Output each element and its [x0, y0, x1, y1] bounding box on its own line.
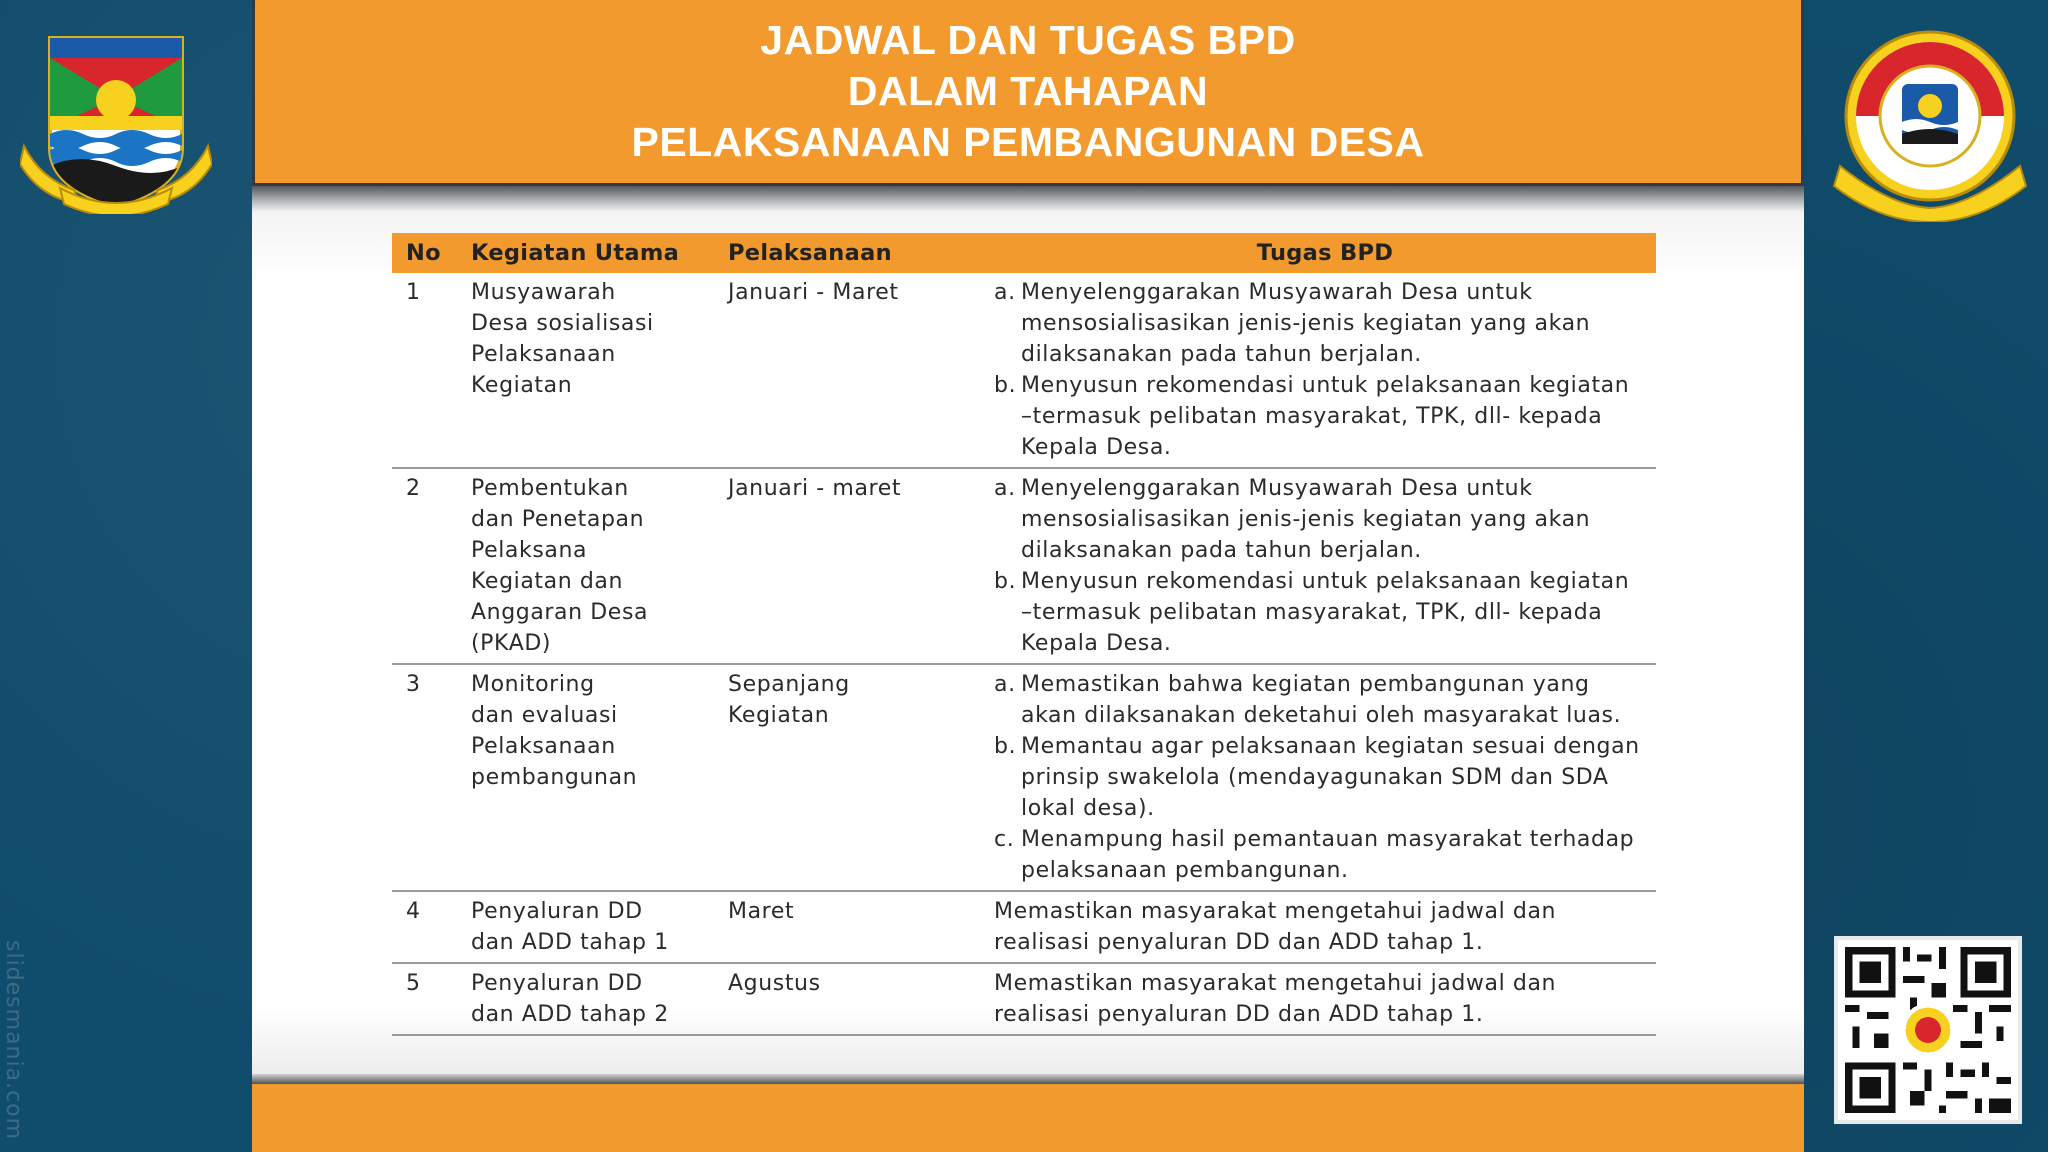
- table-header-row: [392, 233, 1656, 273]
- title-line-1: JADWAL DAN TUGAS BPD: [760, 17, 1296, 63]
- kegiatan-line: Musyawarah: [471, 280, 616, 305]
- pelaksanaan-line: Agustus: [728, 971, 821, 996]
- tugas-cell: [980, 664, 1656, 891]
- tugas-marker: b.: [994, 734, 1017, 759]
- table-row: [392, 273, 1656, 468]
- tugas-item: [994, 968, 1656, 1030]
- pelaksanaan-line: Kegiatan: [728, 703, 830, 728]
- row-number: 1: [392, 273, 457, 468]
- pelaksanaan-line: Januari - Maret: [728, 280, 899, 305]
- tugas-cell: [980, 468, 1656, 664]
- kegiatan-line: Penyaluran DD: [471, 971, 643, 996]
- tugas-item: [994, 370, 1656, 463]
- kegiatan-line: Desa sosialisasi: [471, 311, 654, 336]
- kegiatan-line: dan ADD tahap 1: [471, 930, 669, 955]
- row-number: 2: [392, 468, 457, 664]
- tugas-text: Menyusun rekomendasi untuk pelaksanaan kegiatan –termasuk pelibatan masyarakat, TPK, dll- kepada Kepala Desa.: [1021, 373, 1630, 460]
- tugas-cell: [980, 273, 1656, 468]
- pelaksanaan-cell: [714, 273, 980, 468]
- schedule-table: [392, 233, 1656, 1036]
- table-row: [392, 664, 1656, 891]
- kegiatan-cell: [457, 963, 714, 1035]
- slide: [252, 0, 1804, 1152]
- pelaksanaan-line: Sepanjang: [728, 672, 850, 697]
- pelaksanaan-cell: [714, 891, 980, 963]
- tugas-text: Menyelenggarakan Musyawarah Desa untuk mensosialisasikan jenis-jenis kegiatan yang akan dilaksanakan pada tahun berjalan.: [1021, 280, 1591, 367]
- header-tugas: Tugas BPD: [980, 233, 1656, 273]
- footer-shadow: [252, 1074, 1804, 1084]
- bpd-seal-icon: [1830, 26, 2030, 222]
- kegiatan-line: Kegiatan: [471, 373, 573, 398]
- kegiatan-line: dan Penetapan: [471, 507, 645, 532]
- header-no: No: [392, 233, 457, 273]
- kabupaten-emblem-icon: [20, 28, 212, 214]
- row-number: 5: [392, 963, 457, 1035]
- kegiatan-line: Anggaran Desa: [471, 600, 649, 625]
- kegiatan-line: Pelaksanaan: [471, 342, 616, 367]
- tugas-marker: a.: [994, 280, 1016, 305]
- header-shadow: [252, 186, 1804, 212]
- kegiatan-cell: [457, 468, 714, 664]
- tugas-text: Memastikan bahwa kegiatan pembangunan yang akan dilaksanakan deketahui oleh masyarakat luas.: [1021, 672, 1622, 728]
- kegiatan-line: Pembentukan: [471, 476, 629, 501]
- watermark: slidesmania.com: [1, 940, 26, 1141]
- kegiatan-line: Pelaksana: [471, 538, 588, 563]
- pelaksanaan-cell: [714, 963, 980, 1035]
- title-line-3: PELAKSANAAN PEMBANGUNAN DESA: [631, 119, 1425, 165]
- kegiatan-cell: [457, 891, 714, 963]
- title-banner: [252, 0, 1804, 186]
- tugas-item: [994, 896, 1656, 958]
- tugas-marker: b.: [994, 569, 1017, 594]
- pelaksanaan-line: Maret: [728, 899, 795, 924]
- kegiatan-cell: [457, 273, 714, 468]
- tugas-text: Menyelenggarakan Musyawarah Desa untuk mensosialisasikan jenis-jenis kegiatan yang akan dilaksanakan pada tahun berjalan.: [1021, 476, 1591, 563]
- table-row: [392, 468, 1656, 664]
- kegiatan-line: pembangunan: [471, 765, 638, 790]
- row-number: 4: [392, 891, 457, 963]
- row-number: 3: [392, 664, 457, 891]
- kegiatan-line: Pelaksanaan: [471, 734, 616, 759]
- qr-code-icon[interactable]: [1834, 936, 2022, 1124]
- header-kegiatan: Kegiatan Utama: [457, 233, 714, 273]
- pelaksanaan-line: Januari - maret: [728, 476, 902, 501]
- tugas-text: Menyusun rekomendasi untuk pelaksanaan kegiatan –termasuk pelibatan masyarakat, TPK, dll- kepada Kepala Desa.: [1021, 569, 1630, 656]
- tugas-marker: c.: [994, 827, 1015, 852]
- tugas-text: Memantau agar pelaksanaan kegiatan sesuai dengan prinsip swakelola (mendayagunakan SDM dan SDA lokal desa).: [1021, 734, 1640, 821]
- tugas-cell: [980, 963, 1656, 1035]
- pelaksanaan-cell: [714, 468, 980, 664]
- kegiatan-cell: [457, 664, 714, 891]
- kegiatan-line: Kegiatan dan: [471, 569, 624, 594]
- footer-band: [252, 1084, 1804, 1152]
- kegiatan-line: Monitoring: [471, 672, 595, 697]
- tugas-text: Memastikan masyarakat mengetahui jadwal dan realisasi penyaluran DD dan ADD tahap 1.: [994, 971, 1557, 1027]
- tugas-item: [994, 731, 1656, 824]
- tugas-text: Memastikan masyarakat mengetahui jadwal dan realisasi penyaluran DD dan ADD tahap 1.: [994, 899, 1557, 955]
- pelaksanaan-cell: [714, 664, 980, 891]
- tugas-marker: b.: [994, 373, 1017, 398]
- tugas-marker: a.: [994, 672, 1016, 697]
- kegiatan-line: dan evaluasi: [471, 703, 618, 728]
- tugas-item: [994, 824, 1656, 886]
- tugas-text: Menampung hasil pemantauan masyarakat terhadap pelaksanaan pembangunan.: [1021, 827, 1635, 883]
- tugas-item: [994, 669, 1656, 731]
- tugas-cell: [980, 891, 1656, 963]
- tugas-item: [994, 566, 1656, 659]
- tugas-marker: a.: [994, 476, 1016, 501]
- kegiatan-line: (PKAD): [471, 631, 552, 656]
- kegiatan-line: dan ADD tahap 2: [471, 1002, 669, 1027]
- tugas-item: [994, 473, 1656, 566]
- table-row: [392, 963, 1656, 1035]
- title-line-2: DALAM TAHAPAN: [847, 68, 1209, 114]
- table-body: [392, 273, 1656, 1035]
- tugas-item: [994, 277, 1656, 370]
- kegiatan-line: Penyaluran DD: [471, 899, 643, 924]
- header-pelaksanaan: Pelaksanaan: [714, 233, 980, 273]
- table-row: [392, 891, 1656, 963]
